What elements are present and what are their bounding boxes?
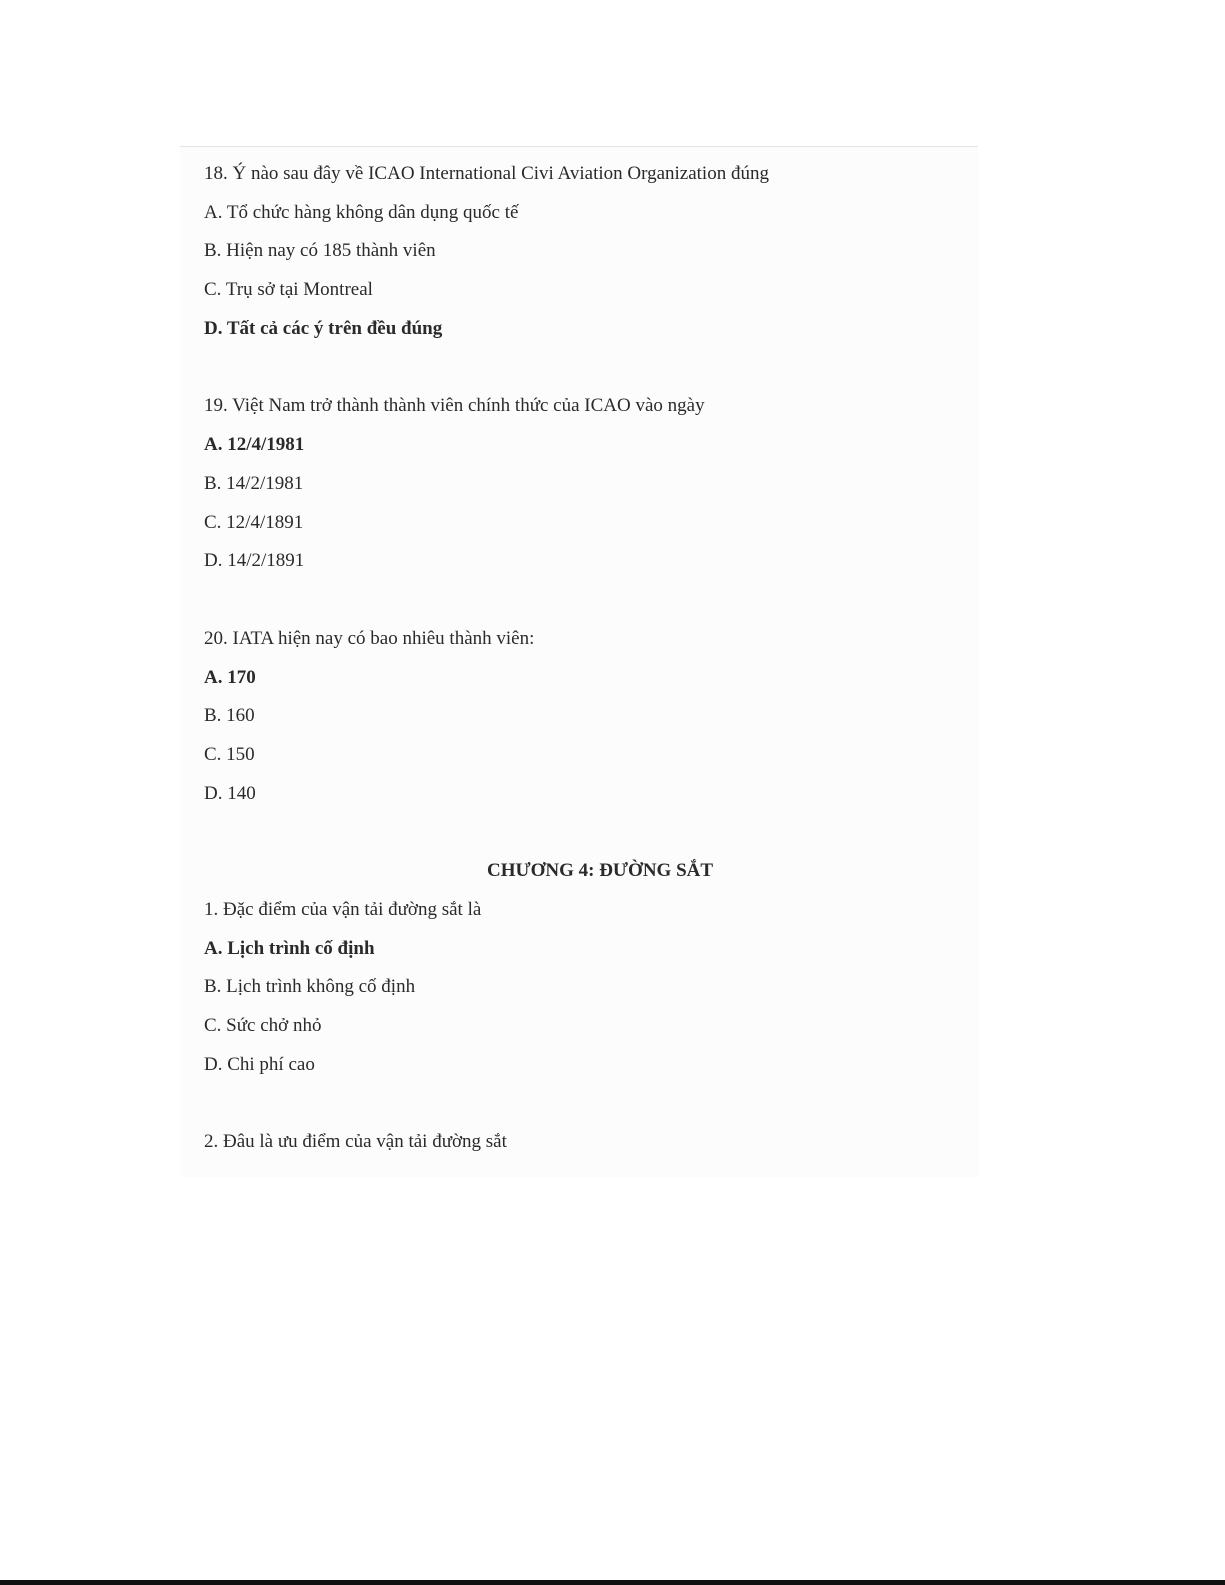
question-text: 20. IATA hiện nay có bao nhiêu thành viên: (204, 627, 535, 649)
question-text: 18. Ý nào sau đây về ICAO International Civi Aviation Organization đúng (204, 163, 769, 184)
answer-option: D. Chi phí cao (204, 1053, 315, 1075)
document-content (204, 163, 964, 1170)
answer-option: D. 14/2/1891 (204, 550, 305, 572)
answer-option: C. Trụ sở tại Montreal (204, 279, 373, 301)
spacer (204, 356, 964, 395)
question-text: 2. Đâu là ưu điểm của vận tải đường sắt (204, 1131, 507, 1153)
answer-option-correct: A. 170 (204, 666, 256, 688)
answer-option: B. 14/2/1981 (204, 472, 304, 494)
question-block (204, 1131, 964, 1153)
answer-option-correct: A. Lịch trình cố định (204, 937, 375, 959)
answer-option: B. 160 (204, 705, 255, 727)
answer-option: C. 150 (204, 743, 255, 765)
question-text: 19. Việt Nam trở thành thành viên chính thức của ICAO vào ngày (204, 395, 705, 417)
question-block (204, 163, 964, 340)
chapter-title: CHƯƠNG 4: ĐƯỜNG SẮT (486, 860, 714, 882)
question-block (204, 628, 964, 805)
spacer (204, 589, 964, 628)
answer-option: B. Lịch trình không cố định (204, 976, 416, 998)
spacer (204, 821, 964, 860)
answer-option-correct: A. 12/4/1981 (204, 434, 305, 456)
answer-option: B. Hiện nay có 185 thành viên (204, 240, 436, 262)
question-block (204, 395, 964, 572)
answer-option: C. Sức chở nhỏ (204, 1015, 322, 1037)
answer-option-correct: D. Tất cả các ý trên đều đúng (204, 317, 443, 339)
answer-option: D. 140 (204, 782, 256, 804)
question-text: 1. Đặc điểm của vận tải đường sắt là (204, 899, 482, 920)
question-block (204, 899, 964, 1076)
bottom-edge-bar (0, 1580, 1225, 1585)
spacer (204, 1092, 964, 1131)
answer-option: A. Tổ chức hàng không dân dụng quốc tế (204, 201, 519, 223)
answer-option: C. 12/4/1891 (204, 511, 304, 533)
